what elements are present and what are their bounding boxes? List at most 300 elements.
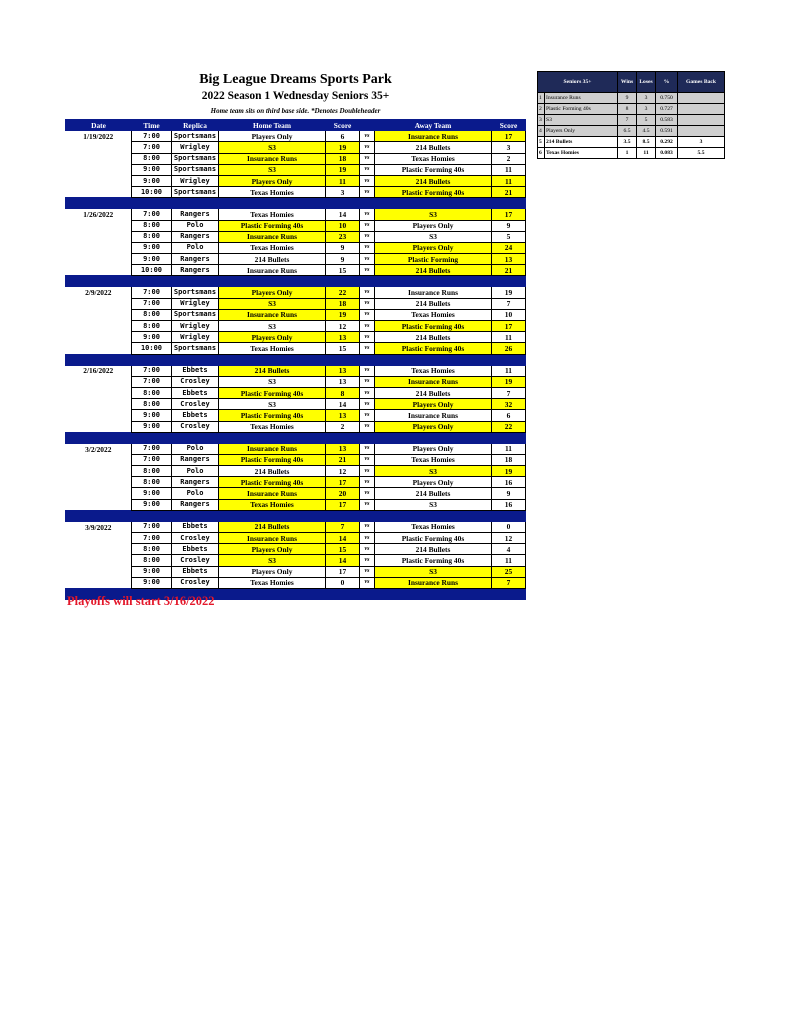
game-field: Polo	[172, 242, 219, 253]
away-score: 7	[492, 577, 526, 588]
standings-row	[538, 115, 725, 126]
standings-header-games-back: Games Back	[678, 72, 725, 93]
game-field: Sportsmans	[172, 164, 219, 175]
game-time: 9:00	[132, 499, 172, 510]
schedule-header-row	[66, 120, 526, 131]
away-score: 11	[492, 365, 526, 376]
home-score: 14	[326, 209, 360, 220]
home-team: Texas Homies	[219, 499, 326, 510]
game-time: 8:00	[132, 220, 172, 231]
vs-label: vs	[360, 309, 375, 320]
home-team: S3	[219, 321, 326, 332]
standings-header-division: Seniors 35+	[538, 72, 618, 93]
home-team: Insurance Runs	[219, 153, 326, 164]
game-row	[66, 131, 526, 142]
game-date-empty	[66, 454, 132, 465]
game-time: 7:00	[132, 521, 172, 532]
vs-label: vs	[360, 533, 375, 544]
vs-label: vs	[360, 231, 375, 242]
game-field: Polo	[172, 443, 219, 454]
vs-label: vs	[360, 164, 375, 175]
home-team: Players Only	[219, 332, 326, 343]
away-team: 214 Bullets	[375, 175, 492, 186]
game-field: Rangers	[172, 265, 219, 276]
game-time: 8:00	[132, 153, 172, 164]
away-team: 214 Bullets	[375, 332, 492, 343]
game-row	[66, 466, 526, 477]
home-score: 13	[326, 410, 360, 421]
game-field: Ebbets	[172, 521, 219, 532]
home-score: 17	[326, 499, 360, 510]
away-score: 11	[492, 175, 526, 186]
page-title: Big League Dreams Sports Park	[199, 72, 392, 87]
away-score: 25	[492, 566, 526, 577]
game-time: 7:00	[132, 298, 172, 309]
standings-row	[538, 126, 725, 137]
game-row	[66, 265, 526, 276]
away-team: S3	[375, 466, 492, 477]
home-team: 214 Bullets	[219, 254, 326, 265]
page-subtitle: 2022 Season 1 Wednesday Seniors 35+	[201, 90, 390, 102]
game-time: 8:00	[132, 231, 172, 242]
away-score: 16	[492, 499, 526, 510]
game-row	[66, 376, 526, 387]
away-score: 11	[492, 164, 526, 175]
home-team: Plastic Forming 40s	[219, 477, 326, 488]
home-score: 17	[326, 566, 360, 577]
home-score: 10	[326, 220, 360, 231]
game-time: 8:00	[132, 399, 172, 410]
home-score: 13	[326, 365, 360, 376]
home-score: 17	[326, 477, 360, 488]
home-score: 9	[326, 242, 360, 253]
away-score: 13	[492, 254, 526, 265]
away-team: Plastic Forming 40s	[375, 164, 492, 175]
game-row	[66, 298, 526, 309]
away-team: Texas Homies	[375, 454, 492, 465]
game-time: 7:00	[132, 533, 172, 544]
standings-wins: 6.5	[618, 126, 637, 137]
game-row	[66, 488, 526, 499]
game-date: 1/26/2022	[83, 210, 114, 220]
game-field: Crosley	[172, 533, 219, 544]
page-note: Home team sits on third base side. *Denotes Doubleheader	[210, 107, 381, 115]
standings-row	[538, 93, 725, 104]
home-score: 7	[326, 521, 360, 532]
home-score: 20	[326, 488, 360, 499]
game-row	[66, 309, 526, 320]
vs-label: vs	[360, 477, 375, 488]
game-field: Sportsmans	[172, 153, 219, 164]
home-team: Texas Homies	[219, 187, 326, 198]
week-separator	[66, 432, 526, 443]
away-score: 17	[492, 131, 526, 142]
game-date-empty	[66, 566, 132, 577]
game-time: 7:00	[132, 376, 172, 387]
game-date-empty	[66, 399, 132, 410]
game-row	[66, 443, 526, 454]
vs-label: vs	[360, 466, 375, 477]
away-score: 17	[492, 321, 526, 332]
game-field: Rangers	[172, 499, 219, 510]
away-team: 214 Bullets	[375, 298, 492, 309]
home-score: 15	[326, 544, 360, 555]
home-team: Insurance Runs	[219, 488, 326, 499]
home-score: 15	[326, 265, 360, 276]
game-time: 9:00	[132, 164, 172, 175]
away-team: Players Only	[375, 220, 492, 231]
game-field: Crosley	[172, 555, 219, 566]
game-row	[66, 209, 526, 220]
away-score: 19	[492, 466, 526, 477]
vs-label: vs	[360, 544, 375, 555]
home-score: 19	[326, 309, 360, 320]
game-field: Sportsmans	[172, 187, 219, 198]
away-team: 214 Bullets	[375, 265, 492, 276]
game-field: Ebbets	[172, 387, 219, 398]
game-time: 10:00	[132, 187, 172, 198]
game-row	[66, 566, 526, 577]
home-team: Insurance Runs	[219, 443, 326, 454]
away-score: 2	[492, 153, 526, 164]
vs-label: vs	[360, 265, 375, 276]
game-row	[66, 499, 526, 510]
home-score: 14	[326, 399, 360, 410]
home-team: Players Only	[219, 287, 326, 298]
home-team: S3	[219, 376, 326, 387]
game-date-empty	[66, 265, 132, 276]
game-time: 10:00	[132, 343, 172, 354]
away-team: Insurance Runs	[375, 577, 492, 588]
home-score: 13	[326, 443, 360, 454]
game-row	[66, 187, 526, 198]
game-date-empty	[66, 332, 132, 343]
column-header-time: Time	[132, 120, 172, 131]
game-date-empty	[66, 544, 132, 555]
away-team: Texas Homies	[375, 521, 492, 532]
vs-label: vs	[360, 399, 375, 410]
column-header-vs	[360, 120, 375, 131]
game-row	[66, 544, 526, 555]
game-time: 7:00	[132, 287, 172, 298]
away-team: Insurance Runs	[375, 131, 492, 142]
away-team: 214 Bullets	[375, 544, 492, 555]
standings-table	[537, 71, 725, 159]
vs-label: vs	[360, 254, 375, 265]
home-team: S3	[219, 399, 326, 410]
standings-games-back: 5.5	[678, 148, 725, 159]
home-team: 214 Bullets	[219, 365, 326, 376]
game-date-empty	[66, 577, 132, 588]
home-team: Texas Homies	[219, 577, 326, 588]
game-date-empty	[66, 321, 132, 332]
home-team: Players Only	[219, 175, 326, 186]
game-time: 9:00	[132, 332, 172, 343]
standings-loses: 3	[637, 93, 656, 104]
game-field: Rangers	[172, 454, 219, 465]
game-date-empty	[66, 410, 132, 421]
game-date-empty	[66, 220, 132, 231]
away-team: Plastic Forming 40s	[375, 555, 492, 566]
game-row	[66, 421, 526, 432]
standings-rank: 1	[538, 93, 545, 104]
game-date-empty	[66, 499, 132, 510]
standings-header-pct: %	[656, 72, 678, 93]
game-time: 8:00	[132, 387, 172, 398]
game-field: Polo	[172, 466, 219, 477]
game-time: 7:00	[132, 454, 172, 465]
game-time: 9:00	[132, 410, 172, 421]
standings-games-back	[678, 115, 725, 126]
home-team: Insurance Runs	[219, 309, 326, 320]
schedule-body	[66, 131, 526, 600]
home-team: S3	[219, 164, 326, 175]
vs-label: vs	[360, 577, 375, 588]
home-team: Texas Homies	[219, 421, 326, 432]
home-score: 18	[326, 298, 360, 309]
vs-label: vs	[360, 521, 375, 532]
away-score: 19	[492, 376, 526, 387]
week-separator	[66, 276, 526, 287]
home-team: S3	[219, 298, 326, 309]
vs-label: vs	[360, 131, 375, 142]
standings-games-back	[678, 104, 725, 115]
away-team: Insurance Runs	[375, 376, 492, 387]
game-date: 2/16/2022	[83, 366, 114, 376]
game-time: 7:00	[132, 209, 172, 220]
home-score: 14	[326, 533, 360, 544]
week-separator	[66, 354, 526, 365]
game-date-empty	[66, 142, 132, 153]
away-team: Plastic Forming 40s	[375, 187, 492, 198]
game-date-empty	[66, 309, 132, 320]
away-team: S3	[375, 209, 492, 220]
game-row	[66, 242, 526, 253]
standings-loses: 11	[637, 148, 656, 159]
standings-pct: 0.591	[656, 126, 678, 137]
home-team: Players Only	[219, 131, 326, 142]
standings-body	[538, 93, 725, 159]
home-score: 3	[326, 187, 360, 198]
away-score: 12	[492, 533, 526, 544]
standings-team: S3	[545, 115, 618, 126]
game-time: 8:00	[132, 466, 172, 477]
game-time: 8:00	[132, 555, 172, 566]
game-row	[66, 533, 526, 544]
away-score: 7	[492, 387, 526, 398]
vs-label: vs	[360, 332, 375, 343]
game-row	[66, 175, 526, 186]
standings-games-back	[678, 126, 725, 137]
home-score: 23	[326, 231, 360, 242]
week-separator-bar	[66, 432, 526, 443]
vs-label: vs	[360, 209, 375, 220]
home-score: 21	[326, 454, 360, 465]
away-team: Texas Homies	[375, 309, 492, 320]
home-team: 214 Bullets	[219, 521, 326, 532]
away-score: 16	[492, 477, 526, 488]
game-row	[66, 332, 526, 343]
home-team: Texas Homies	[219, 209, 326, 220]
home-score: 13	[326, 376, 360, 387]
game-date-empty	[66, 242, 132, 253]
standings-row	[538, 104, 725, 115]
game-time: 8:00	[132, 477, 172, 488]
column-header-home-score: Score	[326, 120, 360, 131]
home-score: 22	[326, 287, 360, 298]
game-row	[66, 399, 526, 410]
game-time: 9:00	[132, 577, 172, 588]
game-row	[66, 231, 526, 242]
game-field: Rangers	[172, 209, 219, 220]
game-row	[66, 164, 526, 175]
game-time: 7:00	[132, 131, 172, 142]
vs-label: vs	[360, 376, 375, 387]
vs-label: vs	[360, 488, 375, 499]
game-time: 8:00	[132, 544, 172, 555]
home-team: Plastic Forming 40s	[219, 454, 326, 465]
standings-games-back: 3	[678, 137, 725, 148]
game-time: 9:00	[132, 242, 172, 253]
game-field: Ebbets	[172, 566, 219, 577]
standings-row	[538, 137, 725, 148]
away-team: Plastic Forming 40s	[375, 343, 492, 354]
game-field: Crosley	[172, 399, 219, 410]
schedule-table	[65, 119, 526, 600]
game-time: 8:00	[132, 309, 172, 320]
game-date-empty	[66, 466, 132, 477]
game-field: Rangers	[172, 231, 219, 242]
vs-label: vs	[360, 387, 375, 398]
home-team: Insurance Runs	[219, 533, 326, 544]
away-team: 214 Bullets	[375, 387, 492, 398]
week-separator-bar	[66, 276, 526, 287]
standings-row	[538, 148, 725, 159]
game-time: 7:00	[132, 365, 172, 376]
game-field: Crosley	[172, 376, 219, 387]
game-time: 7:00	[132, 443, 172, 454]
vs-label: vs	[360, 298, 375, 309]
game-date-empty	[66, 231, 132, 242]
game-field: Wrigley	[172, 142, 219, 153]
game-row	[66, 577, 526, 588]
column-header-away-team: Away Team	[375, 120, 492, 131]
standings-pct: 0.083	[656, 148, 678, 159]
home-team: S3	[219, 555, 326, 566]
home-score: 11	[326, 175, 360, 186]
away-score: 9	[492, 220, 526, 231]
standings-pct: 0.292	[656, 137, 678, 148]
home-team: Players Only	[219, 544, 326, 555]
away-score: 7	[492, 298, 526, 309]
game-date-empty	[66, 387, 132, 398]
game-row	[66, 343, 526, 354]
game-date: 1/19/2022	[83, 132, 114, 142]
game-time: 9:00	[132, 566, 172, 577]
away-score: 21	[492, 187, 526, 198]
away-score: 11	[492, 332, 526, 343]
home-team: 214 Bullets	[219, 466, 326, 477]
vs-label: vs	[360, 454, 375, 465]
away-score: 0	[492, 521, 526, 532]
vs-label: vs	[360, 321, 375, 332]
standings-wins: 3.5	[618, 137, 637, 148]
vs-label: vs	[360, 566, 375, 577]
game-row	[66, 321, 526, 332]
home-team: Texas Homies	[219, 343, 326, 354]
week-separator-bar	[66, 354, 526, 365]
vs-label: vs	[360, 421, 375, 432]
vs-label: vs	[360, 287, 375, 298]
away-score: 6	[492, 410, 526, 421]
game-time: 9:00	[132, 175, 172, 186]
away-score: 26	[492, 343, 526, 354]
away-score: 32	[492, 399, 526, 410]
away-team: Plastic Forming	[375, 254, 492, 265]
game-time: 8:00	[132, 321, 172, 332]
away-team: Insurance Runs	[375, 287, 492, 298]
standings-games-back	[678, 93, 725, 104]
home-team: S3	[219, 142, 326, 153]
home-score: 6	[326, 131, 360, 142]
week-separator	[66, 510, 526, 521]
away-team: Plastic Forming 40s	[375, 533, 492, 544]
vs-label: vs	[360, 220, 375, 231]
standings-rank: 2	[538, 104, 545, 115]
home-score: 0	[326, 577, 360, 588]
game-date-empty	[66, 555, 132, 566]
away-team: Texas Homies	[375, 365, 492, 376]
away-score: 21	[492, 265, 526, 276]
game-field: Rangers	[172, 477, 219, 488]
away-score: 11	[492, 443, 526, 454]
vs-label: vs	[360, 410, 375, 421]
game-time: 9:00	[132, 488, 172, 499]
game-row	[66, 220, 526, 231]
home-team: Insurance Runs	[219, 231, 326, 242]
game-row	[66, 254, 526, 265]
away-team: Insurance Runs	[375, 410, 492, 421]
game-date-empty	[66, 187, 132, 198]
vs-label: vs	[360, 153, 375, 164]
game-field: Ebbets	[172, 544, 219, 555]
home-score: 19	[326, 164, 360, 175]
vs-label: vs	[360, 443, 375, 454]
away-score: 17	[492, 209, 526, 220]
game-date: 3/2/2022	[85, 444, 112, 454]
game-row	[66, 477, 526, 488]
game-date-empty	[66, 421, 132, 432]
away-score: 11	[492, 555, 526, 566]
game-field: Wrigley	[172, 175, 219, 186]
game-date-empty	[66, 164, 132, 175]
game-field: Wrigley	[172, 332, 219, 343]
game-row	[66, 287, 526, 298]
game-field: Wrigley	[172, 298, 219, 309]
standings-wins: 7	[618, 115, 637, 126]
vs-label: vs	[360, 365, 375, 376]
home-score: 8	[326, 387, 360, 398]
game-field: Polo	[172, 220, 219, 231]
away-score: 3	[492, 142, 526, 153]
game-field: Sportsmans	[172, 343, 219, 354]
away-score: 9	[492, 488, 526, 499]
home-score: 13	[326, 332, 360, 343]
away-score: 19	[492, 287, 526, 298]
away-team: Texas Homies	[375, 153, 492, 164]
standings-wins: 8	[618, 104, 637, 115]
vs-label: vs	[360, 187, 375, 198]
